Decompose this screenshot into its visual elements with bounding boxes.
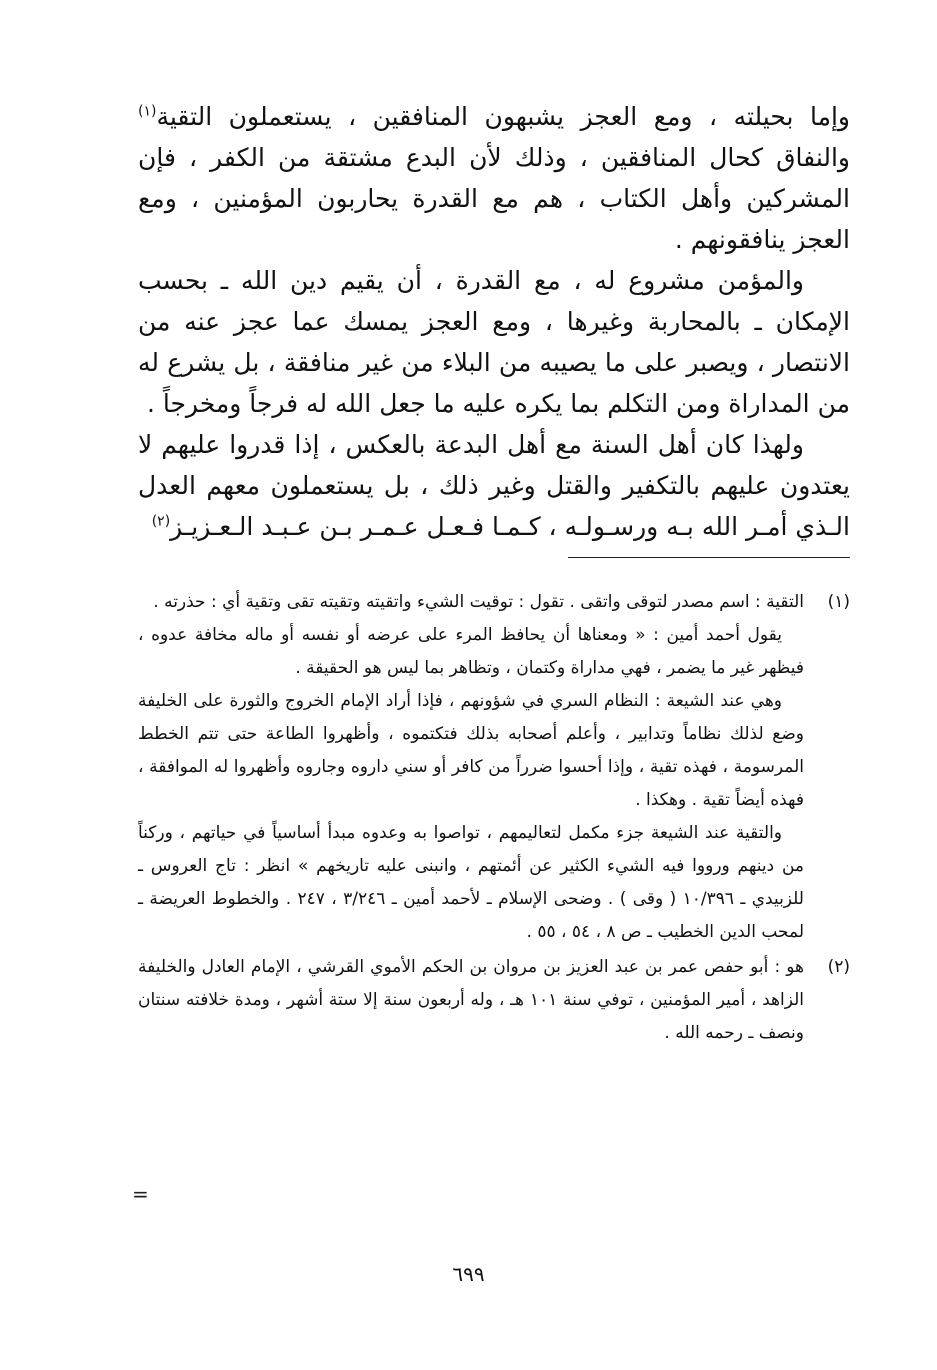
paragraph-3 [138,424,850,547]
footnote-ref-2[interactable]: (٢) [151,513,171,530]
paragraph-1 [138,96,850,260]
footnote-ref-1[interactable]: (١) [138,103,157,120]
main-text [138,96,850,547]
footnote-2 [138,951,850,1050]
footnote-1-paragraph: يقول أحمد أمين : « ومعناها أن يحافظ المرء على عرضه أو نفسه أو ماله مخافة عدوه ، فيظهر غير ما يضمر ، فهي مداراة وكتمان ، وتظاهر بما ليس هو الحقيقة . [138,625,804,678]
paragraph-1-text-after: والنفاق كحال المنافقين ، وذلك لأن البدع مشتقة من الكفر ، فإن المشركين وأهل الكتاب ، هم مع القدرة يحاربون المؤمنين ، ومع العجز ينافقونهم . [138,143,850,254]
footnote-2-paragraph: هو : أبو حفص عمر بن عبد العزيز بن مروان بن الحكم الأموي القرشي ، الإمام العادل والخليفة الزاهد ، أمير المؤمنين ، توفي سنة ١٠١ هـ ، وله أربعون سنة إلا ستة أشهر ، ومدة خلافته سنتان ونصف ـ رحمه الله . [138,957,804,1043]
continuation-mark: = [132,1182,149,1206]
footnote-1-number: (١) [827,592,850,612]
paragraph-2: والمؤمن مشروع له ، مع القدرة ، أن يقيم دين الله ـ بحسب الإمكان ـ بالمحاربة وغيرها ، ومع العجز يمسك عما عجز عنه من الانتصار ، ويصبر على ما يصيبه من البلاء من غير منافقة ، بل يشرع له من المداراة ومن التكلم بما يكره عليه ما جعل الله له فرجاً ومخرجاً . [138,266,850,418]
footnote-1-paragraph: التقية : اسم مصدر لتوقى واتقى . تقول : توقيت الشيء واتقيته وتقيته تقى وتقية أي : حذرته . [153,592,804,612]
footnote-1-paragraph: والتقية عند الشيعة جزء مكمل لتعاليمهم ، تواصوا به وعدوه مبدأ أساسياً في حياتهم ، وركناً من دينهم ورووا فيه الشيء الكثير عن أئمتهم ، وانبنى عليه تاريخهم » انظر : تاج العروس ـ للزبيدي ـ ١٠/٣٩٦ ( وقى ) . وضحى الإسلام ـ لأحمد أمين ـ ٣/٢٤٦ ، ٢٤٧ . والخطوط العريضة ـ لمحب الدين الخطيب ـ ص ٨ ، ٥٤ ، ٥٥ . [138,823,804,942]
footnote-1 [138,586,850,949]
footnote-1-paragraph: وهي عند الشيعة : النظام السري في شؤونهم ، فإذا أراد الإمام الخروج والثورة على الخليفة وضع لذلك نظاماً وتدابير ، وأعلم أصحابه بذلك فتكتموه ، وأظهروا الطاعة حتى تتم الخطط المرسومة ، فهذه تقية ، وإذا أحسوا ضرراً من كافر أو سني داروه وجاروه وأظهروا له الموافقة ، فهذه أيضاً تقية . وهكذا . [138,691,804,810]
paragraph-3-text-before: ولهذا كان أهل السنة مع أهل البدعة بالعكس ، إذا قدروا عليهم لا يعتدون عليهم بالتكفير والقتل وغير ذلك ، بل يستعملون معهم العدل الـذي أمـر الله بـه ورسـولـه ، كـمـا فـعـل عـمـر بـن عـبـد الـعـزيـز [138,430,850,541]
footnotes [138,586,850,1052]
footnote-2-number: (٢) [827,957,850,977]
page-number: ٦٩٩ [452,1262,485,1286]
paragraph-1-text-before: وإما بحيلته ، ومع العجز يشبهون المنافقين ، يستعملون التقية [156,102,850,131]
footnote-separator-rule [568,557,850,558]
